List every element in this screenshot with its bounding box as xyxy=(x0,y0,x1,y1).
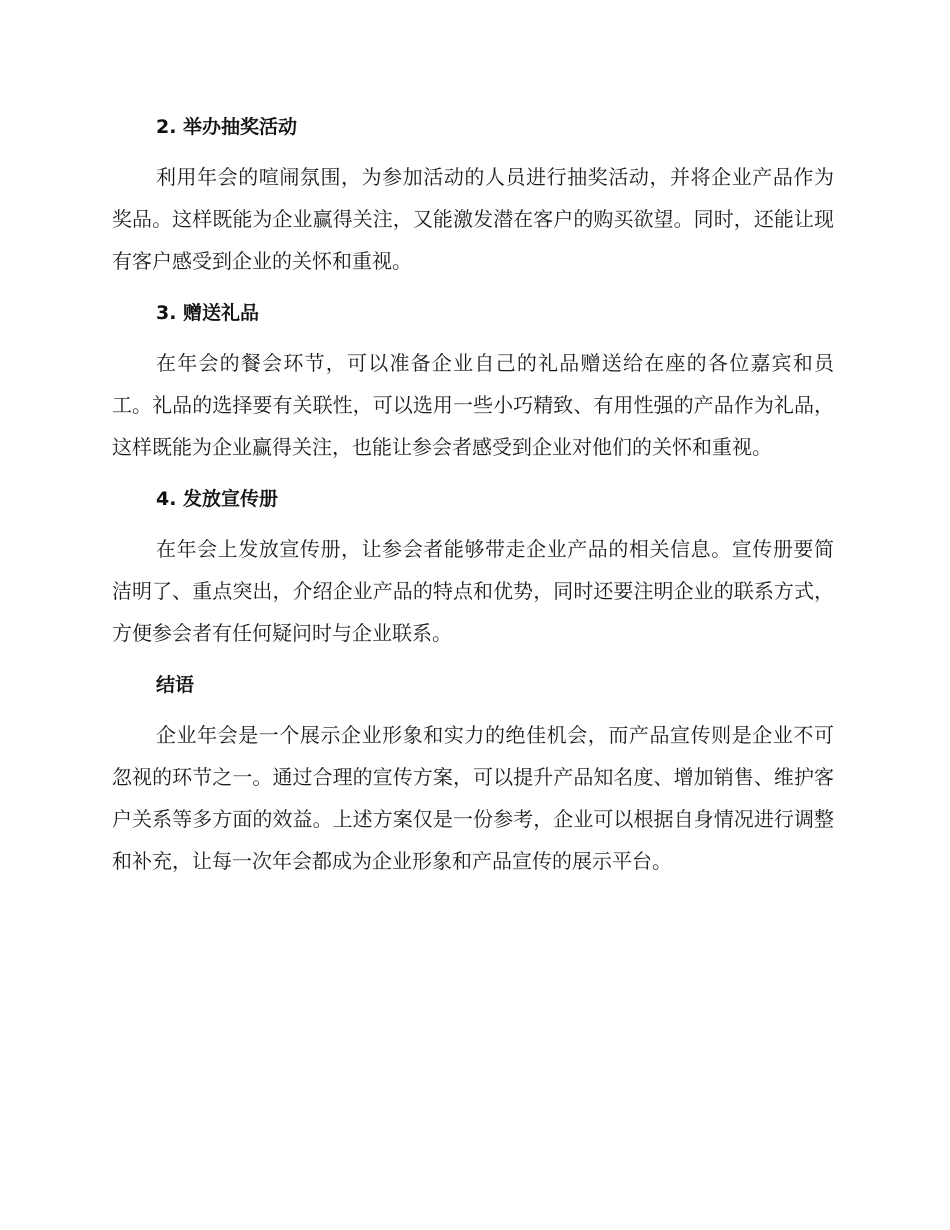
section-lottery xyxy=(112,108,834,282)
section-paragraph: 在年会的餐会环节，可以准备企业自己的礼品赠送给在座的各位嘉宾和员工。礼品的选择要有关联性，可以选用一些小巧精致、有用性强的产品作为礼品，这样既能为企业赢得关注，也能让参会者感受到企业对他们的关怀和重视。 xyxy=(112,351,834,459)
section-paragraph: 利用年会的喧闹氛围，为参加活动的人员进行抽奖活动，并将企业产品作为奖品。这样既能为企业赢得关注，又能激发潜在客户的购买欲望。同时，还能让现有客户感受到企业的关怀和重视。 xyxy=(112,165,834,273)
section-gifts xyxy=(112,294,834,468)
section-brochure xyxy=(112,480,834,654)
section-heading: 结语 xyxy=(156,674,195,696)
section-paragraph: 企业年会是一个展示企业形象和实力的绝佳机会，而产品宣传则是企业不可忽视的环节之一。通过合理的宣传方案，可以提升产品知名度、增加销售、维护客户关系等多方面的效益。上述方案仅是一份参考，企业可以根据自身情况进行调整和补充，让每一次年会都成为企业形象和产品宣传的展示平台。 xyxy=(112,723,834,873)
document-page xyxy=(112,108,834,894)
section-heading: 2. 举办抽奖活动 xyxy=(156,116,298,138)
section-heading: 4. 发放宣传册 xyxy=(156,488,279,510)
section-paragraph: 在年会上发放宣传册，让参会者能够带走企业产品的相关信息。宣传册要简洁明了、重点突出，介绍企业产品的特点和优势，同时还要注明企业的联系方式，方便参会者有任何疑问时与企业联系。 xyxy=(112,537,834,645)
section-heading: 3. 赠送礼品 xyxy=(156,302,260,324)
section-conclusion xyxy=(112,666,834,882)
